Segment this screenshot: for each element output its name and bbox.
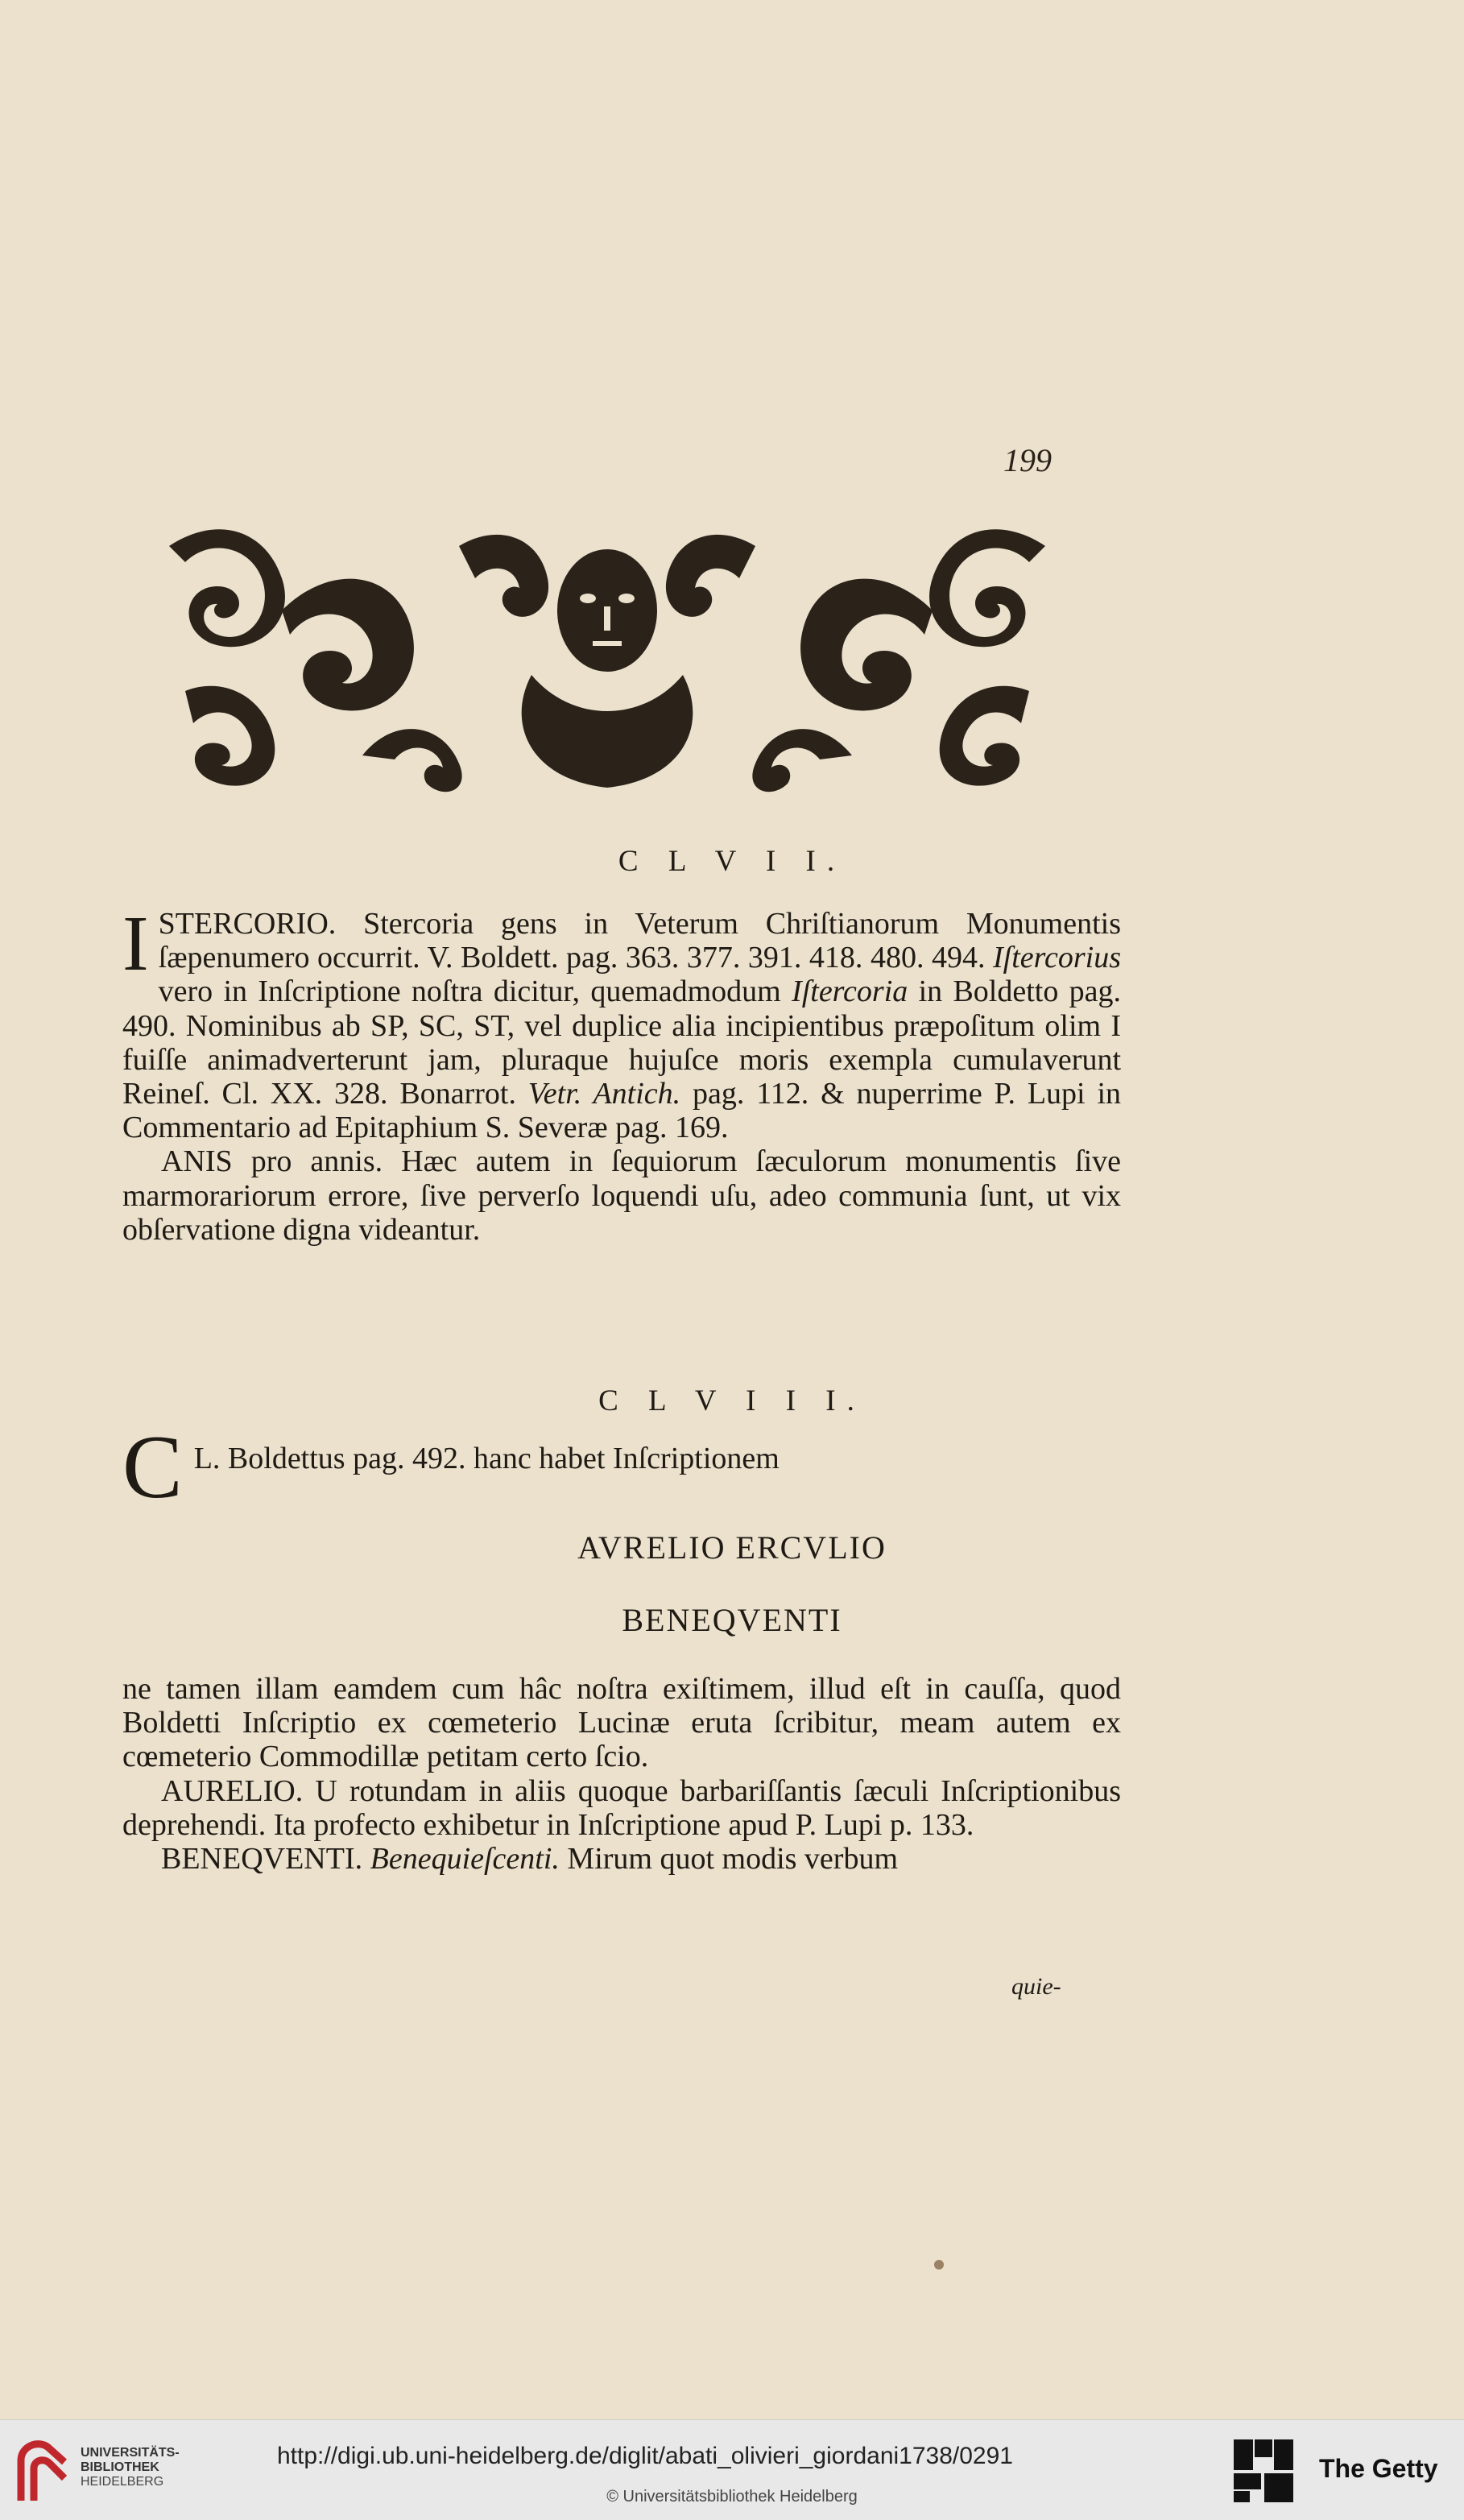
paragraph-boldettus — [122, 1417, 1121, 1517]
lead-word: BENEQVENTI. — [161, 1842, 370, 1877]
italic-term: Benequieſcenti. — [370, 1842, 560, 1877]
intro-text: L. Boldettus pag. 492. hanc habet Inſcriptionem — [193, 1442, 780, 1475]
text-line: in Boldetto pag. 490. Nominibus ab SP, SC, ST, vel duplice alia incipientibus præpoſitum olim I fuiſſe animadverterunt jam, pluraque hujuſce moris exempla cumulaverunt Reineſ. Cl. XX. 328. Bonarrot. — [122, 974, 1122, 1111]
italic-term: Iſtercoria — [792, 974, 908, 1009]
university-library-name — [81, 2446, 180, 2489]
text-line: 377. 391. 418. 480. 494. — [686, 941, 993, 975]
paragraph-anis: ANIS pro annis. Hæc autem in ſequiorum ſæculorum monumentis ſive marmorariorum errore, ſive perverſo loquendi uſu, adeo communia ſunt, ut vix obſervatione digna videantur. — [122, 1144, 1121, 1247]
text-line: Monumentis ſæpenumero occurrit. V. Boldett. pag. 363. — [158, 907, 1121, 975]
viewer-footer — [0, 2419, 1464, 2520]
library-name-line: HEIDELBERG — [81, 2475, 164, 2489]
italic-term: Iſtercorius — [993, 941, 1122, 975]
section-157-text — [122, 900, 1122, 1247]
text-line: vero in Inſcriptione noſtra dicitur, quemadmodum — [158, 974, 792, 1009]
section-heading-157: C L V I I. — [618, 845, 846, 878]
paragraph-istercorio — [122, 900, 1122, 1145]
section-158-intro — [122, 1417, 1121, 1517]
drop-cap-i: I — [122, 900, 149, 987]
italic-term: Vetr. Antich. — [527, 1077, 681, 1111]
section-heading-158: C L V I I I. — [598, 1384, 866, 1417]
text-line: pag. 112. & nuperrime P. Lupi in Commentario ad Epitaphium S. Severæ pag. 169. — [122, 1077, 1121, 1145]
paragraph-benequenti — [122, 1842, 1121, 1876]
library-name-line: UNIVERSITÄTS- — [81, 2446, 180, 2460]
getty-name: The Getty — [1319, 2454, 1438, 2483]
text-line: STERCORIO. Stercoria gens in Veterum Chriſtianorum — [158, 907, 940, 941]
catchword: quie- — [1011, 1973, 1061, 2000]
paragraph-ne-tamen: ne tamen illam eamdem cum hâc noſtra exiſtimem, illud eſt in cauſſa, quod Boldetti Inſcriptio ex cœmeterio Lucinæ eruta ſcribitur, meam autem ex cœmeterio Commodillæ petitam certo ſcio. — [122, 1672, 1121, 1774]
paper-stain — [934, 2260, 944, 2270]
page-number: 199 — [1003, 442, 1052, 478]
decorative-headpiece — [153, 514, 1061, 804]
library-name-line: BIBLIOTHEK — [81, 2460, 159, 2474]
paragraph-aurelio: AURELIO. U rotundam in aliis quoque barbariſſantis ſæculi Inſcriptionibus deprehendi. Ita profecto exhibetur in Inſcriptione apud P. Lupi p. 133. — [122, 1773, 1121, 1842]
section-158-text — [122, 1672, 1121, 1876]
inscription-line-1: AVRELIO ERCVLIO — [577, 1529, 887, 1566]
drop-cap-c: C — [122, 1417, 183, 1517]
text-line: Mirum quot modis verbum — [559, 1842, 899, 1877]
permalink-url[interactable]: http://digi.ub.uni-heidelberg.de/diglit/abati_olivieri_giordani1738/0291 — [277, 2443, 1013, 2469]
getty-logo-icon — [1232, 2438, 1295, 2504]
copyright-notice: © Universitätsbibliothek Heidelberg — [606, 2488, 858, 2506]
inscription-line-2: BENEQVENTI — [622, 1602, 842, 1638]
